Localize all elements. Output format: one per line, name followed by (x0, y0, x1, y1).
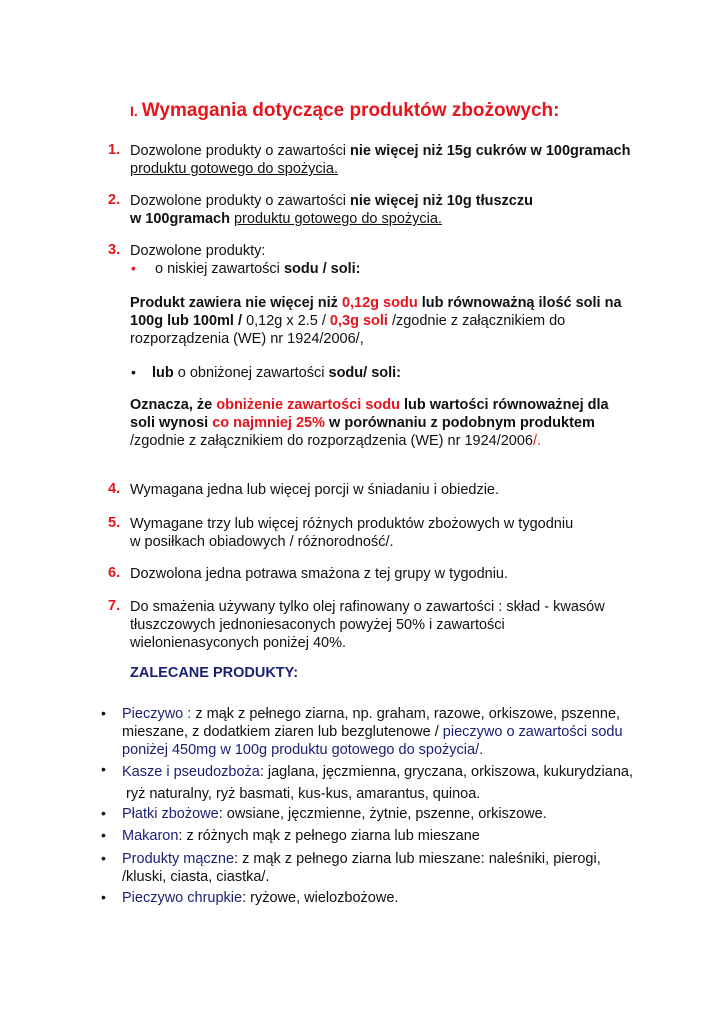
recommended-item-6 (122, 889, 662, 907)
item-number-6: 6. (108, 565, 121, 581)
p2-red-a: obniżenie zawartości sodu (216, 397, 400, 413)
p2-text-c: soli wynosi (130, 415, 213, 431)
item-number-4: 4. (108, 481, 121, 497)
z1-label: Pieczywo : (122, 706, 192, 722)
item-7-line-2: tłuszczowych jednoniesaconych powyżej 50% i zawartości (130, 617, 505, 633)
item-1-bold: nie więcej niż 15g cukrów w 100gramach (350, 143, 631, 159)
item-5-line-2: w posiłkach obiadowych / różnorodność/. (130, 534, 394, 550)
p1-red-b: 0,3g soli (329, 313, 388, 329)
p1-text-b: lub równoważną ilość soli na (417, 295, 622, 311)
item-3-sub-1-bold: sodu / soli: (283, 261, 361, 277)
p1-text-a: Produkt zawiera nie więcej niż (130, 295, 342, 311)
bullet-icon: • (101, 705, 106, 721)
z3-rest: : owsiane, jęczmienne, żytnie, pszenne, orkiszowe. (218, 806, 547, 822)
item-1-underlined: produktu gotowego do spożycia. (130, 161, 338, 177)
item-5 (130, 515, 660, 551)
item-1 (130, 142, 660, 178)
z2-line-1: : jaglana, jęczmienna, gryczana, orkiszowa, kukurydziana, (259, 764, 633, 780)
sub-2-text: o obniżonej zawartości (173, 365, 329, 381)
bullet-icon: • (101, 805, 106, 821)
heading-title: Wymagania dotyczące produktów zbożowych: (141, 100, 560, 121)
sub-2-bold-a: lub (152, 365, 174, 381)
item-number-2: 2. (108, 192, 121, 208)
recommended-item-4 (122, 827, 662, 845)
item-2-bold-2: w 100gramach (130, 211, 230, 227)
z5-label: Produkty mączne (122, 851, 235, 867)
item-7-line-3: wielonienasyconych poniżej 40%. (130, 635, 347, 651)
z1-line-2: mieszane, z dodatkiem ziaren lub bezglutenowe / (122, 724, 443, 740)
z2-line-2: ryż naturalny, ryż basmati, kus-kus, amarantus, quinoa. (126, 786, 481, 802)
p2-red-b: co najmniej 25% (212, 415, 326, 431)
z5-line-2: /kluski, ciasta, ciastka/. (122, 869, 270, 885)
item-2-text: Dozwolone produkty o zawartości (130, 193, 351, 209)
item-7-line-1: Do smażenia używany tylko olej rafinowany o zawartości : skład - kwasów (130, 599, 605, 615)
recommended-item-2 (122, 761, 662, 805)
item-2-underlined: produktu gotowego do spożycia. (233, 211, 442, 227)
bullet-icon: • (101, 827, 106, 843)
p1-red-a: 0,12g sodu (341, 295, 418, 311)
item-number-5: 5. (108, 515, 121, 531)
z3-label: Płatki zbożowe (122, 806, 219, 822)
z4-label: Makaron (122, 828, 179, 844)
item-number-7: 7. (108, 598, 121, 614)
z6-label: Pieczywo chrupkie (122, 890, 243, 906)
z4-rest: : z różnych mąk z pełnego ziarna lub mieszane (178, 828, 480, 844)
z2-label: Kasze i pseudozboża (122, 764, 260, 780)
p2-text-e: /zgodnie z załącznikiem do rozporządzenia (WE) nr 1924/2006 (130, 433, 533, 449)
bullet-icon: • (131, 364, 136, 380)
item-3-paragraph-1 (130, 294, 660, 348)
item-number-3: 3. (108, 242, 121, 258)
z1-line-2-blue: pieczywo o zawartości sodu (442, 724, 623, 740)
item-4: Wymagana jedna lub więcej porcji w śniadaniu i obiedzie. (130, 482, 500, 498)
item-3-sub-1 (155, 260, 685, 278)
z1-line-3: poniżej 450mg w 100g produktu gotowego do spożycia/. (122, 742, 484, 758)
item-2-bold: nie więcej niż 10g tłuszczu (350, 193, 533, 209)
z1-line-1: z mąk z pełnego ziarna, np. graham, razowe, orkiszowe, pszenne, (191, 706, 621, 722)
item-5-line-1: Wymagane trzy lub więcej różnych produktów zbożowych w tygodniu (130, 516, 574, 532)
p1-text-e: rozporządzenia (WE) nr 1924/2006/, (130, 331, 364, 347)
recommended-heading: ZALECANE PRODUKTY: (130, 665, 299, 681)
bullet-icon: • (131, 260, 136, 276)
recommended-item-1 (122, 705, 662, 759)
bullet-icon: • (101, 761, 106, 777)
item-3-sub-1-text: o niskiej zawartości (155, 261, 284, 277)
p1-text-c: 0,12g x 2.5 / (246, 313, 330, 329)
p2-text-d: w porównaniu z podobnym produktem (325, 415, 595, 431)
recommended-item-5 (122, 850, 662, 886)
p1-text-d: /zgodnie z załącznikiem do (387, 313, 566, 329)
item-7 (130, 598, 660, 652)
item-3-paragraph-2 (130, 396, 660, 450)
z5-line-1: : z mąk z pełnego ziarna lub mieszane: naleśniki, pierogi, (234, 851, 601, 867)
bullet-icon: • (101, 850, 106, 866)
item-3-intro: Dozwolone produkty: (130, 243, 266, 259)
z6-rest: : ryżowe, wielozbożowe. (242, 890, 399, 906)
p2-text-b: lub wartości równoważnej dla (399, 397, 609, 413)
item-2 (130, 192, 660, 228)
recommended-item-3 (122, 805, 662, 823)
section-heading (130, 100, 560, 122)
item-3-sub-2 (152, 364, 682, 382)
item-1-text: Dozwolone produkty o zawartości (130, 143, 351, 159)
heading-roman-numeral: I. (130, 103, 138, 119)
p1-bold-c: 100g lub 100ml / (130, 313, 247, 329)
p2-red-c: /. (533, 433, 542, 449)
bullet-icon: • (101, 889, 106, 905)
sub-2-bold-b: sodu/ soli: (328, 365, 401, 381)
item-6: Dozwolona jedna potrawa smażona z tej grupy w tygodniu. (130, 566, 509, 582)
p2-text-a: Oznacza, że (130, 397, 217, 413)
item-number-1: 1. (108, 142, 121, 158)
